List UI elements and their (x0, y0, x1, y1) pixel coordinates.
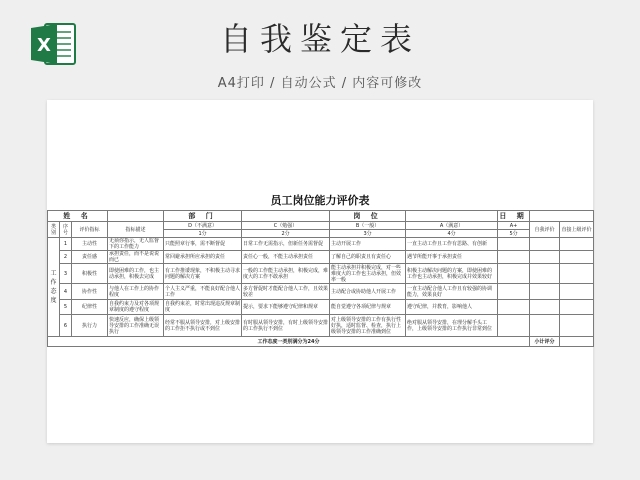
col-level-d: D（不满意） (164, 222, 242, 230)
row-level-b: 主动配合或协助他人开展工作 (330, 284, 406, 300)
row-level-a: 遇节所能开事于承担责任 (406, 251, 498, 264)
row-level-c: 有时服从领导安排，有时上级领导安排的工作执行不到位 (242, 315, 330, 337)
score-aplus: 5分 (498, 230, 530, 238)
score-c: 2分 (242, 230, 330, 238)
table-row (48, 300, 594, 315)
row-level-aplus (498, 315, 530, 337)
table-row (48, 251, 594, 264)
score-b: 3分 (330, 230, 406, 238)
row-level-a: 一直主动工作且工作有思路、有创新 (406, 238, 498, 251)
self-score-input[interactable] (530, 251, 560, 264)
col-boss-eval: 直接上级评价 (560, 222, 594, 238)
table-row (48, 284, 594, 300)
row-desc: 与他人在工作上的协作程度 (108, 284, 164, 300)
row-level-a: 一直主动配合他人工作且有较强的协调能力，效果良好 (406, 284, 498, 300)
page-title: 自我鉴定表 (219, 20, 420, 58)
evaluation-table (47, 210, 594, 347)
self-score-input[interactable] (530, 284, 560, 300)
row-index: 5 (60, 300, 72, 315)
dept-label: 部 门 (164, 211, 242, 222)
sheet-title: 员工岗位能力评价表 (270, 194, 370, 207)
table-row (48, 264, 594, 284)
row-level-aplus (498, 284, 530, 300)
row-desc: 承担责任，而不是说说而已 (108, 251, 164, 264)
name-label: 姓 名 (48, 211, 108, 222)
col-level-b: B（一般） (330, 222, 406, 230)
table-row (48, 238, 594, 251)
row-desc: 无须你指示，无人监督下的工作能力 (108, 238, 164, 251)
dept-value[interactable] (242, 211, 330, 222)
post-value[interactable] (406, 211, 498, 222)
score-d: 1分 (164, 230, 242, 238)
date-label: 日 期 (499, 212, 528, 220)
total-row (48, 337, 594, 347)
subtotal-value[interactable] (560, 337, 594, 347)
row-level-b: 能主动承担并积极完成，对一些难度大的工作也主动承担，但效率一般 (330, 264, 406, 284)
category-cell: 工作态度 (48, 238, 60, 337)
row-level-c: 一般的工作能主动承担，积极完成，难度大的工作不敢承担 (242, 264, 330, 284)
row-level-b: 主动开展工作 (330, 238, 406, 251)
row-level-d: 常回避承担所应承担的责任 (164, 251, 242, 264)
row-level-d: 有工作推诿现象，不积极主动寻求问题的解决方案 (164, 264, 242, 284)
row-index: 3 (60, 264, 72, 284)
col-self-eval: 自我评价 (530, 222, 560, 238)
table-row (48, 315, 594, 337)
col-level-a: A（满意） (406, 222, 498, 230)
row-level-d: 只能照章行事，需不断督促 (164, 238, 242, 251)
row-level-c: 日常工作无需指示，但新任务需督促 (242, 238, 330, 251)
page-subtitle: A4打印 / 自动公式 / 内容可修改 (217, 76, 423, 91)
row-level-aplus (498, 264, 530, 284)
row-level-a: 遵守纪律，并教育，影响他人 (406, 300, 498, 315)
row-level-a: 积极主动解决问题的方案，即使困难的工作也主动承担，积极完成并效果较好 (406, 264, 498, 284)
row-level-c: 责任心一般，不能主动承担责任 (242, 251, 330, 264)
row-level-aplus (498, 300, 530, 315)
row-level-c: 多方督促时才能配合他人工作，且效果较差 (243, 285, 329, 298)
col-indicator: 评价指标 (72, 222, 108, 238)
row-indicator: 执行力 (72, 315, 108, 337)
post-label: 岗 位 (330, 211, 406, 222)
boss-score-input[interactable] (560, 251, 594, 264)
boss-score-input[interactable] (560, 238, 594, 251)
boss-score-input[interactable] (560, 315, 594, 337)
col-level-aplus: A+ (498, 222, 530, 230)
row-indicator: 协作性 (72, 284, 108, 300)
row-index: 2 (60, 251, 72, 264)
row-indicator: 责任感 (72, 251, 108, 264)
row-desc: 自我约束力及对各项规章制度的遵守程度 (108, 300, 164, 315)
score-a: 4分 (406, 230, 498, 238)
row-level-b: 能自觉遵守各项纪律与规章 (330, 300, 406, 315)
self-score-input[interactable] (530, 315, 560, 337)
row-level-b: 了解自己的职责且有责任心 (330, 251, 406, 264)
row-level-a: 绝对服从领导安排，在理分解手头工作，上级领导安排的工作执行非常到位 (406, 315, 498, 337)
subtotal-label: 小计评分 (530, 337, 560, 347)
svg-text:X: X (37, 35, 51, 56)
total-label: 工作态度一类别满分为24分 (48, 337, 530, 347)
boss-score-input[interactable] (560, 264, 594, 284)
name-value[interactable] (108, 211, 164, 222)
row-desc: 快速反应，确保上级领导安排的工作准确无误执行 (108, 315, 164, 337)
row-indicator: 积极性 (72, 264, 108, 284)
boss-score-input[interactable] (560, 284, 594, 300)
row-desc: 即使困难的工作，也主动承担，积极去完成 (108, 264, 164, 284)
col-level-c: C（勉强） (242, 222, 330, 230)
row-indicator: 主动性 (72, 238, 108, 251)
row-level-aplus (498, 238, 530, 251)
row-level-c: 提示，要求下能够遵守纪律和规章 (242, 300, 330, 315)
date-value[interactable] (530, 211, 594, 222)
col-category: 类别 (48, 222, 60, 238)
row-index: 1 (60, 238, 72, 251)
col-index: 序号 (60, 222, 72, 238)
row-level-b: 对上级领导安排的工作有执行性好执，适时监督、检查，执行上级领导安排的工作准确到位 (330, 315, 406, 337)
row-level-d: 个人主义严重，不能良好配合他人工作 (165, 285, 241, 298)
row-level-aplus (498, 251, 530, 264)
self-score-input[interactable] (530, 238, 560, 251)
col-desc: 指标描述 (108, 222, 164, 238)
spreadsheet-preview (47, 100, 593, 443)
boss-score-input[interactable] (560, 300, 594, 315)
row-index: 4 (60, 284, 72, 300)
row-index: 6 (60, 315, 72, 337)
row-level-d: 自我约束差，时常出现违反规章制度 (165, 301, 241, 313)
self-score-input[interactable] (530, 264, 560, 284)
row-level-d: 经常不服从领导安排，对上级安排的工作拒不执行或不到位 (164, 315, 242, 337)
self-score-input[interactable] (530, 300, 560, 315)
row-indicator: 纪律性 (72, 300, 108, 315)
